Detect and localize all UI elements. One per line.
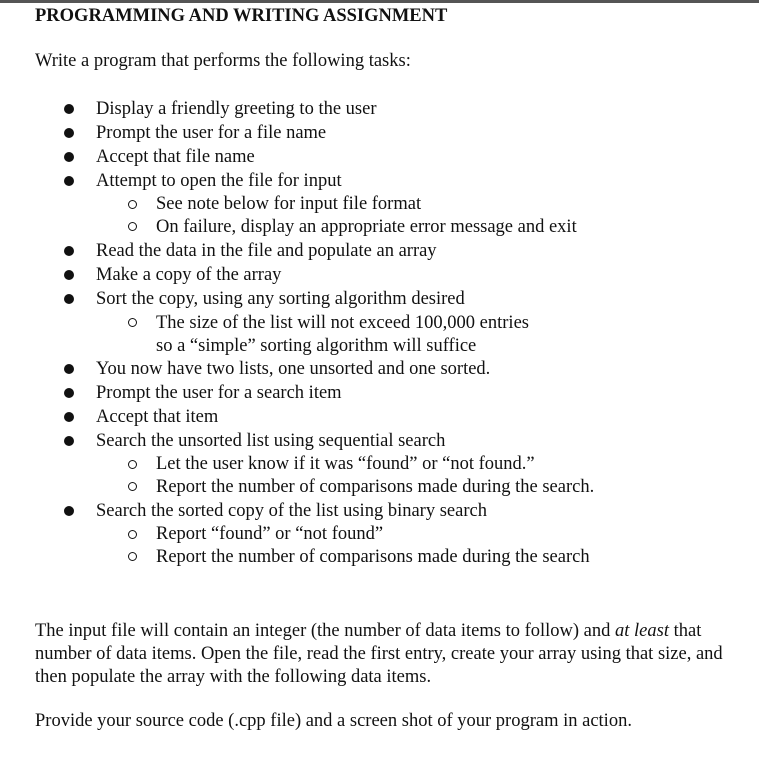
list-item-text: Make a copy of the array — [96, 265, 282, 285]
hollow-bullet-icon — [128, 318, 137, 327]
list-item — [0, 263, 759, 287]
sub-list-item — [0, 475, 759, 499]
list-item-text: Search the sorted copy of the list using binary search — [96, 501, 487, 521]
sub-list-item-text: See note below for input file format — [156, 194, 422, 214]
top-border — [0, 0, 759, 3]
list-item — [0, 97, 759, 121]
sub-list-item — [0, 311, 759, 335]
submission-paragraph: Provide your source code (.cpp file) and a screen shot of your program in action. — [35, 711, 632, 731]
sub-list-item-text: Report “found” or “not found” — [156, 524, 384, 544]
list-item-text: Attempt to open the file for input — [96, 171, 342, 191]
list-item — [0, 145, 759, 169]
sub-list-item-text: Report the number of comparisons made during the search — [156, 547, 590, 567]
list-item-text: Prompt the user for a file name — [96, 123, 327, 143]
list-item-text: You now have two lists, one unsorted and one sorted. — [96, 359, 491, 379]
sub-list-item-text: Let the user know if it was “found” or “not found.” — [156, 454, 535, 474]
input-file-paragraph — [35, 620, 745, 689]
bullet-icon — [64, 270, 74, 280]
sub-list-item-continuation — [0, 335, 759, 357]
bullet-icon — [64, 152, 74, 162]
bullet-icon — [64, 412, 74, 422]
list-item — [0, 429, 759, 453]
hollow-bullet-icon — [128, 530, 137, 539]
bullet-icon — [64, 246, 74, 256]
sub-list-item-text: The size of the list will not exceed 100,000 entries — [156, 313, 529, 333]
sub-list-item-text: On failure, display an appropriate error message and exit — [156, 217, 577, 237]
list-item-text: Prompt the user for a search item — [96, 383, 342, 403]
hollow-bullet-icon — [128, 222, 137, 231]
hollow-bullet-icon — [128, 460, 137, 469]
paragraph-text-before: The input file will contain an integer (the number of data items to follow) and — [35, 621, 616, 641]
list-item-text: Read the data in the file and populate an array — [96, 241, 437, 261]
task-list — [0, 97, 759, 569]
sub-list-item — [0, 453, 759, 475]
bullet-icon — [64, 176, 74, 186]
bullet-icon — [64, 436, 74, 446]
list-item-text: Display a friendly greeting to the user — [96, 99, 377, 119]
list-item-text: Accept that file name — [96, 147, 255, 167]
sub-list-item — [0, 215, 759, 239]
bullet-icon — [64, 104, 74, 114]
sub-list-item — [0, 193, 759, 215]
bullet-icon — [64, 506, 74, 516]
list-item — [0, 357, 759, 381]
list-item-text: Search the unsorted list using sequential search — [96, 431, 446, 451]
bullet-icon — [64, 294, 74, 304]
bullet-icon — [64, 364, 74, 374]
list-item — [0, 239, 759, 263]
hollow-bullet-icon — [128, 552, 137, 561]
list-item — [0, 405, 759, 429]
sub-list-item — [0, 545, 759, 569]
sub-list-item — [0, 523, 759, 545]
continuation-text: so a “simple” sorting algorithm will suffice — [156, 336, 477, 356]
intro-text: Write a program that performs the following tasks: — [35, 51, 411, 71]
list-item — [0, 169, 759, 193]
bullet-icon — [64, 128, 74, 138]
list-item — [0, 381, 759, 405]
list-item-text: Sort the copy, using any sorting algorithm desired — [96, 289, 465, 309]
paragraph-text-after: that number of data items. Open the file, read the first entry, create your array using that size, and then populate the array with the following data items. — [35, 621, 723, 687]
hollow-bullet-icon — [128, 482, 137, 491]
list-item-text: Accept that item — [96, 407, 219, 427]
emphasis-text: at least — [615, 621, 669, 641]
list-item — [0, 121, 759, 145]
list-item — [0, 287, 759, 311]
hollow-bullet-icon — [128, 200, 137, 209]
assignment-title: PROGRAMMING AND WRITING ASSIGNMENT — [35, 6, 448, 26]
list-item — [0, 499, 759, 523]
sub-list-item-text: Report the number of comparisons made during the search. — [156, 477, 595, 497]
bullet-icon — [64, 388, 74, 398]
